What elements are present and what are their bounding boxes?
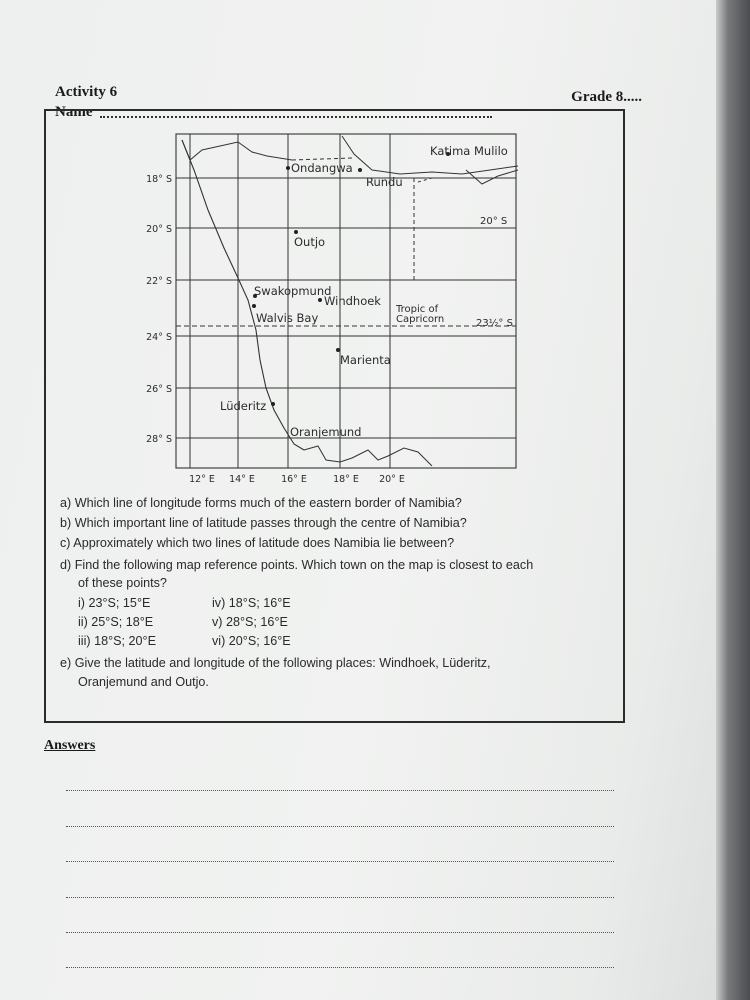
ref-point-i: i) 23°S; 15°E [78, 596, 151, 610]
lat-label: 28° S [146, 434, 172, 445]
lat-label: 26° S [146, 384, 172, 395]
town-ondangwa: Ondangwa [291, 161, 353, 175]
town-luderitz: Lüderitz [220, 399, 267, 413]
tropic-label-2: Capricorn [396, 314, 445, 325]
answer-line[interactable] [66, 861, 614, 862]
question-d: d) Find the following map reference points. Which town on the map is closest to each [60, 558, 534, 572]
ref-point-vi: vi) 20°S; 16°E [212, 634, 291, 648]
town-swakopmund: Swakopmund [254, 284, 332, 298]
lon-label: 12° E [189, 474, 215, 485]
question-e: e) Give the latitude and longitude of the following places: Windhoek, Lüderitz, [60, 656, 491, 670]
ref-point-ii: ii) 25°S; 18°E [78, 615, 154, 629]
town-windhoek: Windhoek [324, 294, 381, 308]
lat-label: 24° S [146, 332, 172, 343]
namibia-grid-map [142, 130, 532, 485]
answer-line[interactable] [66, 826, 614, 827]
question-e-cont: Oranjemund and Outjo. [78, 675, 209, 689]
page-edge-shadow [716, 0, 750, 1000]
lat-label: 18° S [146, 174, 172, 185]
question-b: b) Which important line of latitude passes through the centre of Namibia? [60, 516, 467, 530]
activity-title: Activity 6 [55, 84, 118, 100]
grade-label: Grade 8..... [571, 89, 642, 105]
town-rundu: Rundu [366, 175, 403, 189]
answer-line[interactable] [66, 967, 614, 968]
question-a: a) Which line of longitude forms much of the eastern border of Namibia? [60, 496, 462, 510]
name-label: Name [55, 104, 93, 120]
tropic-label-1: Tropic of [396, 304, 439, 315]
lat-label: 22° S [146, 276, 172, 287]
lon-label: 16° E [281, 474, 307, 485]
east-lat-label: 20° S [480, 216, 508, 227]
tropic-lat-label: 23½° S [476, 318, 513, 329]
town-katima-mulilo: Katima Mulilo [430, 144, 508, 158]
answer-line[interactable] [66, 897, 614, 898]
ref-point-v: v) 28°S; 16°E [212, 615, 288, 629]
ref-point-iii: iii) 18°S; 20°E [78, 634, 156, 648]
town-oranjemund: Oranjemund [290, 425, 362, 439]
town-marienta: Marienta [340, 353, 391, 367]
question-d-cont: of these points? [78, 576, 167, 590]
answer-line[interactable] [66, 790, 614, 791]
question-c: c) Approximately which two lines of latitude does Namibia lie between? [60, 536, 455, 550]
answers-heading: Answers [44, 738, 96, 753]
lon-label: 18° E [333, 474, 359, 485]
ref-point-iv: iv) 18°S; 16°E [212, 596, 291, 610]
lat-label: 20° S [146, 224, 172, 235]
answer-line[interactable] [66, 932, 614, 933]
town-walvis-bay: Walvis Bay [256, 311, 319, 325]
lon-label: 20° E [379, 474, 405, 485]
town-outjo: Outjo [294, 235, 326, 249]
lon-label: 14° E [229, 474, 255, 485]
